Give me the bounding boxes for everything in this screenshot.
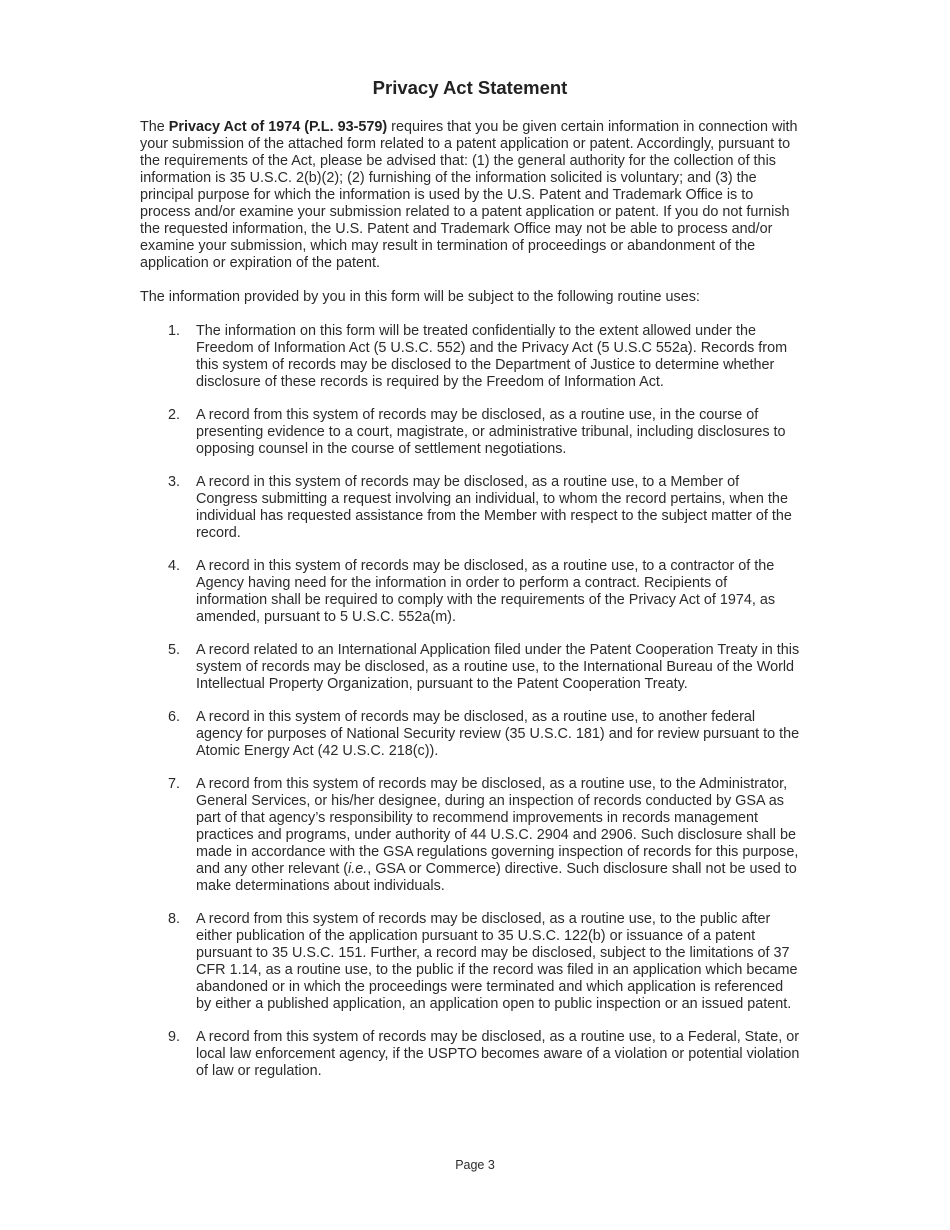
routine-use-item bbox=[140, 474, 800, 542]
routine-use-text: A record in this system of records may be disclosed, as a routine use, to another federal agency for purposes of National Security review (35 U.S.C. 181) and for review pursuant to the Atomic Energy Act (42 U.S.C. 218(c)). bbox=[196, 709, 800, 759]
list-number: 8. bbox=[168, 911, 181, 927]
text-after-italic: , GSA or Commerce) directive. Such disclosure shall not be used to make determinations about individuals. bbox=[196, 861, 797, 894]
list-number: 4. bbox=[168, 558, 181, 574]
routine-use-item bbox=[140, 776, 800, 895]
routine-use-item bbox=[140, 323, 800, 391]
act-name: Privacy Act of 1974 (P.L. 93-579) bbox=[168, 119, 388, 135]
intro-paragraph bbox=[140, 119, 800, 272]
intro-body: requires that you be given certain information in connection with your submission of the attached form related to a patent application or patent. Accordingly, pursuant to the requirements of the Act, please be advised that: (1) the general authority for the collection of this information is 35 U.S.C. 2(b)(2); (2) furnishing of the information solicited is voluntary; and (3) the principal purpose for which the information is used by the U.S. Patent and Trademark Office is to process and/or examine your submission related to a patent application or patent. If you do not furnish the requested information, the U.S. Patent and Trademark Office may not be able to process and/or examine your submission, which may result in termination of proceedings or abandonment of the application or expiration of the patent. bbox=[140, 119, 798, 271]
routine-use-text: A record from this system of records may be disclosed, as a routine use, to the public after either publication of the application pursuant to 35 U.S.C. 122(b) or issuance of a patent pursuant to 35 U.S.C. 151. Further, a record may be disclosed, subject to the limitations of 37 CFR 1.14, as a routine use, to the public if the record was filed in an application which became abandoned or in which the proceedings were terminated and which application is referenced by either a published application, an application open to public inspection or an issued patent. bbox=[196, 911, 798, 1012]
page-title: Privacy Act Statement bbox=[372, 77, 568, 98]
list-number: 3. bbox=[168, 474, 181, 490]
routine-use-item bbox=[140, 911, 800, 1013]
document-page bbox=[140, 77, 800, 1096]
routine-use-text: A record in this system of records may be disclosed, as a routine use, to a Member of Congress submitting a request involving an individual, to whom the record pertains, when the individual has requested assistance from the Member with respect to the subject matter of the record. bbox=[196, 474, 792, 541]
routine-use-text: A record from this system of records may be disclosed, as a routine use, in the course of presenting evidence to a court, magistrate, or administrative tribunal, including disclosures to opposing counsel in the course of settlement negotiations. bbox=[196, 407, 786, 457]
list-number: 7. bbox=[168, 776, 181, 792]
routine-use-item bbox=[140, 709, 800, 760]
routine-use-item bbox=[140, 558, 800, 626]
text-before-italic: A record from this system of records may be disclosed, as a routine use, to the Administrator, General Services, or his/her designee, during an inspection of records conducted by GSA as part of that agency’s responsibility to recommend improvements in records management practices and programs, under authority of 44 U.S.C. 2904 and 2906. Such disclosure shall be made in accordance with the GSA regulations governing inspection of records for this purpose, and any other relevant ( bbox=[196, 776, 799, 877]
routine-use-text: The information on this form will be treated confidentially to the extent allowed under the Freedom of Information Act (5 U.S.C. 552) and the Privacy Act (5 U.S.C 552a). Records from this system of records may be disclosed to the Department of Justice to determine whether disclosure of these records is required by the Freedom of Information Act. bbox=[196, 323, 788, 390]
routine-use-text: A record related to an International Application filed under the Patent Cooperation Treaty in this system of records may be disclosed, as a routine use, to the International Bureau of the World Intellectual Property Organization, pursuant to the Patent Cooperation Treaty. bbox=[196, 642, 800, 692]
list-number: 2. bbox=[168, 407, 181, 423]
list-number: 6. bbox=[168, 709, 181, 725]
routine-uses-list bbox=[140, 323, 800, 1080]
page-number-footer: Page 3 bbox=[455, 1158, 495, 1172]
italic-abbreviation: i.e. bbox=[348, 861, 368, 877]
routine-use-item bbox=[140, 1029, 800, 1080]
routine-use-text: A record in this system of records may be disclosed, as a routine use, to a contractor of the Agency having need for the information in order to perform a contract. Recipients of information shall be required to comply with the requirements of the Privacy Act of 1974, as amended, pursuant to 5 U.S.C. 552a(m). bbox=[196, 558, 776, 625]
routine-use-text bbox=[196, 776, 800, 895]
routine-use-text: A record from this system of records may be disclosed, as a routine use, to a Federal, State, or local law enforcement agency, if the USPTO becomes aware of a violation or potential violation of law or regulation. bbox=[196, 1029, 800, 1079]
intro-prefix: The bbox=[140, 119, 169, 135]
routine-use-item bbox=[140, 407, 800, 458]
routine-uses-intro: The information provided by you in this form will be subject to the following routine uses: bbox=[140, 289, 700, 305]
list-number: 9. bbox=[168, 1029, 181, 1045]
routine-use-item bbox=[140, 642, 800, 693]
list-number: 5. bbox=[168, 642, 181, 658]
list-number: 1. bbox=[168, 323, 181, 339]
